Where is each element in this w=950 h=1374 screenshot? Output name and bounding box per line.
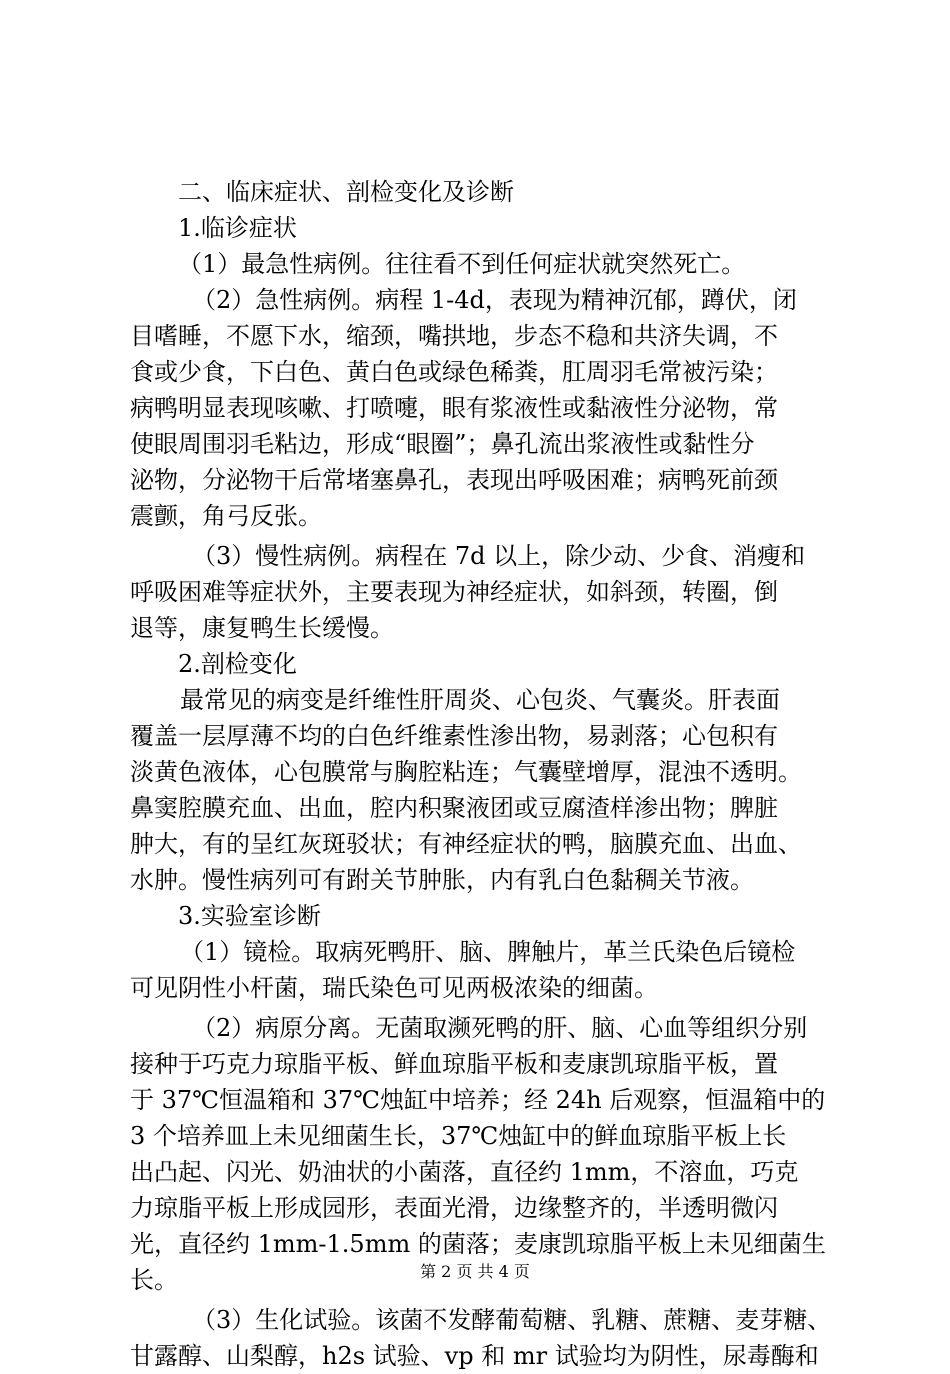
paragraph-line: 光，直径约 1mm-1.5mm 的菌落；麦康凯琼脂平板上未见细菌生: [130, 1230, 826, 1258]
paragraph-line: 甘露醇、山梨醇，h2s 试验、vp 和 mr 试验均为阴性，尿毒酶和: [130, 1342, 819, 1370]
paragraph-line: 肿大，有的呈红灰斑驳状；有神经症状的鸭，脑膜充血、出血、: [130, 830, 802, 858]
paragraph-line: 可见阴性小杆菌，瑞氏染色可见两极浓染的细菌。: [130, 974, 658, 1002]
paragraph-line: （1）最急性病例。往往看不到任何症状就突然死亡。: [178, 250, 746, 278]
paragraph-line: 覆盖一层厚薄不均的白色纤维素性渗出物，易剥落；心包积有: [130, 722, 778, 750]
section-heading: 二、临床症状、剖检变化及诊断: [178, 178, 514, 206]
paragraph-line: 鼻窦腔膜充血、出血，腔内积聚液团或豆腐渣样渗出物；脾脏: [130, 794, 778, 822]
paragraph-line: 于 37℃恒温箱和 37℃烛缸中培养；经 24h 后观察，恒温箱中的: [130, 1086, 826, 1114]
page-footer: 第 2 页 共 4 页: [420, 1262, 530, 1281]
paragraph-line: 病鸭明显表现咳嗽、打喷嚏，眼有浆液性或黏液性分泌物，常: [130, 394, 778, 422]
paragraph-line: （2）急性病例。病程 1-4d，表现为精神沉郁，蹲伏，闭: [192, 286, 797, 314]
paragraph-line: 接种于巧克力琼脂平板、鲜血琼脂平板和麦康凯琼脂平板，置: [130, 1050, 778, 1078]
paragraph-line: （2）病原分离。无菌取濒死鸭的肝、脑、心血等组织分别: [192, 1014, 808, 1042]
paragraph-line: 力琼脂平板上形成园形，表面光滑，边缘整齐的，半透明微闪: [130, 1194, 778, 1222]
paragraph-line: （1）镜检。取病死鸭肝、脑、脾触片，革兰氏染色后镜检: [180, 938, 796, 966]
document-body: [130, 174, 835, 1374]
paragraph-line: 食或少食，下白色、黄白色或绿色稀粪，肛周羽毛常被污染；: [130, 358, 778, 386]
paragraph-line: 出凸起、闪光、奶油状的小菌落，直径约 1mm，不溶血，巧克: [130, 1158, 799, 1186]
subsection-heading: 2.剖检变化: [178, 650, 297, 678]
paragraph-line: 淡黄色液体，心包膜常与胸腔粘连；气囊壁增厚，混浊不透明。: [130, 758, 802, 786]
paragraph-line: （3）慢性病例。病程在 7d 以上，除少动、少食、消瘦和: [192, 542, 806, 570]
paragraph-line: 3 个培养皿上未见细菌生长，37℃烛缸中的鲜血琼脂平板上长: [130, 1122, 787, 1150]
paragraph-line: 最常见的病变是纤维性肝周炎、心包炎、气囊炎。肝表面: [180, 686, 780, 714]
paragraph-line: 泌物，分泌物干后常堵塞鼻孔，表现出呼吸困难；病鸭死前颈: [130, 466, 778, 494]
paragraph-line: 使眼周围羽毛粘边，形成“眼圈”；鼻孔流出浆液性或黏性分: [130, 430, 755, 458]
paragraph-line: 水肿。慢性病列可有跗关节肿胀，内有乳白色黏稠关节液。: [130, 866, 754, 894]
paragraph-line: 呼吸困难等症状外，主要表现为神经症状，如斜颈，转圈，倒: [130, 578, 778, 606]
paragraph-line: 目嗜睡，不愿下水，缩颈，嘴拱地，步态不稳和共济失调，不: [130, 322, 778, 350]
subsection-heading: 3.实验室诊断: [178, 902, 321, 930]
paragraph-line: （3）生化试验。该菌不发酵葡萄糖、乳糖、蔗糖、麦芽糖、: [192, 1306, 832, 1334]
paragraph-line: 长。: [130, 1266, 178, 1294]
paragraph-line: 退等，康复鸭生长缓慢。: [130, 614, 394, 642]
paragraph-line: 震颤，角弓反张。: [130, 502, 322, 530]
subsection-heading: 1.临诊症状: [178, 214, 297, 242]
